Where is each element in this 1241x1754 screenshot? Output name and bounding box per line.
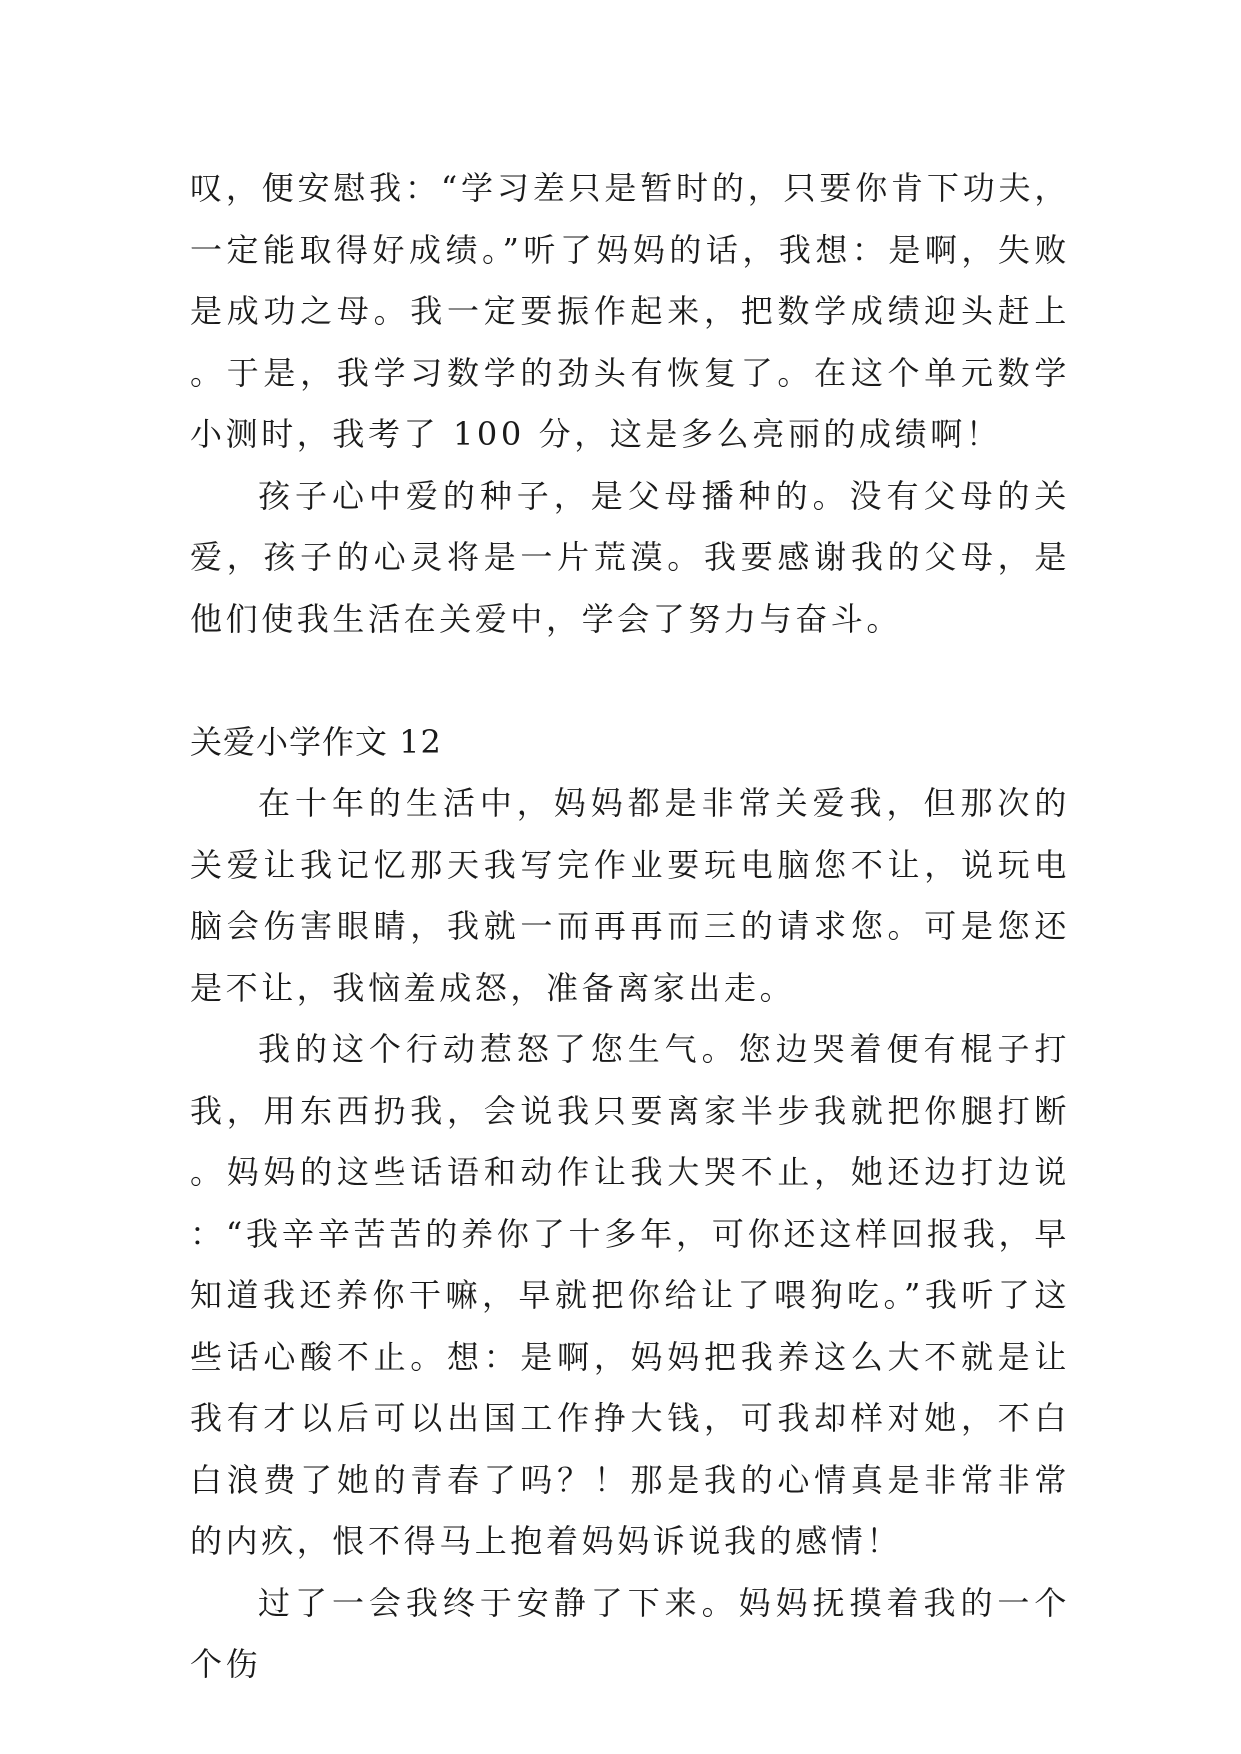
document-body: [190, 158, 1070, 1696]
paragraph-calm-down: 过了一会我终于安静了下来。妈妈抚摸着我的一个个伤: [190, 1583, 1070, 1683]
paragraph-continuation: 叹，便安慰我：“学习差只是暂时的，只要你肯下功夫，一定能取得好成绩。”听了妈妈的话，我想：是啊，失败是成功之母。我一定要振作起来，把数学成绩迎头赶上。于是，我学习数学的劲头有恢复了。在这个单元数学小测时，我考了 100 分，这是多么亮丽的成绩啊！: [190, 169, 1070, 453]
section-title: 关爱小学作文 12: [190, 722, 442, 761]
paragraph-gratitude: 孩子心中爱的种子，是父母播种的。没有父母的关爱，孩子的心灵将是一片荒漠。我要感谢我的父母，是他们使我生活在关爱中，学会了努力与奋斗。: [190, 476, 1070, 638]
section-spacer: [190, 650, 1070, 712]
paragraph-computer-request: 在十年的生活中，妈妈都是非常关爱我，但那次的关爱让我记忆那天我写完作业要玩电脑您不让，说玩电脑会伤害眼睛，我就一而再再而三的请求您。可是您还是不让，我恼羞成怒，准备离家出走。: [190, 784, 1070, 1007]
paragraph-mother-angry: 我的这个行动惹怒了您生气。您边哭着便有棍子打我，用东西扔我，会说我只要离家半步我就把你腿打断。妈妈的这些话语和动作让我大哭不止，她还边打边说：“我辛辛苦苦的养你了十多年，可你还这样回报我，早知道我还养你干嘛，早就把你给让了喂狗吃。”我听了这些话心酸不止。想：是啊，妈妈把我养这么大不就是让我有才以后可以出国工作挣大钱，可我却样对她，不白白浪费了她的青春了吗？！那是我的心情真是非常非常的内疚，恨不得马上抱着妈妈诉说我的感情！: [190, 1030, 1070, 1560]
